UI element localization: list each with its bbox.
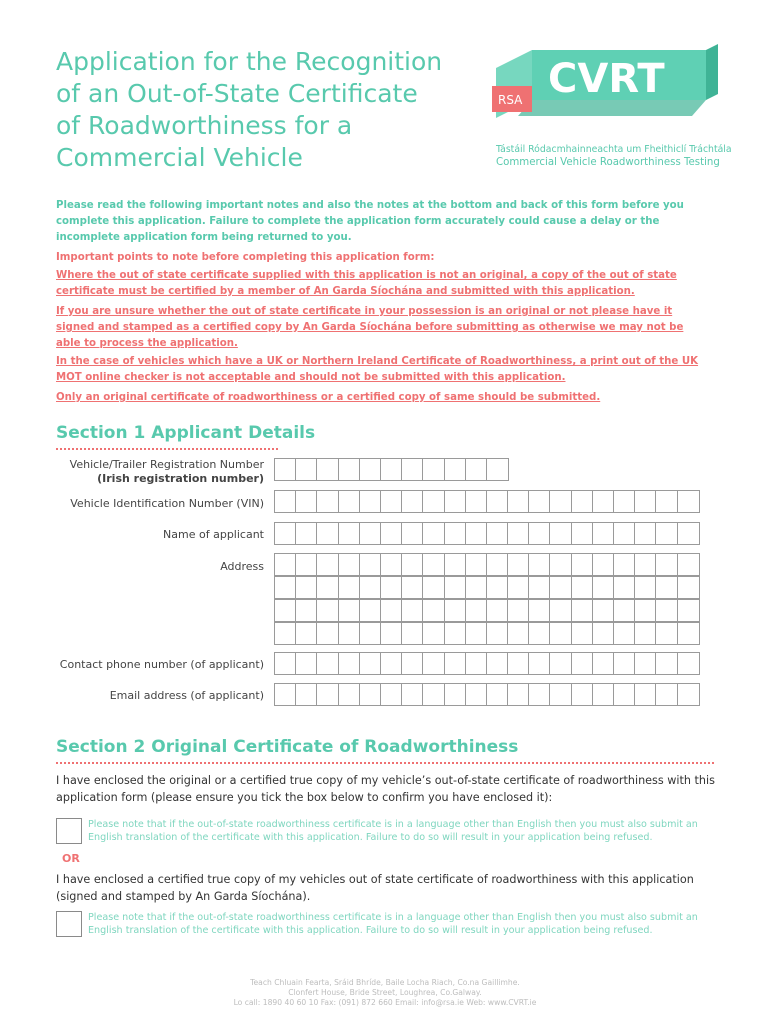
registration-sublabel: (Irish registration number) [97, 472, 264, 485]
document-title [56, 46, 486, 174]
phone-label: Contact phone number (of applicant) [59, 658, 264, 671]
important-point: If you are unsure whether the out of state certificate in your possession is an original or not please have it signed and stamped as a certified copy by An Garda Síochána before submitting as otherwise we may not be able to process the application. [56, 306, 684, 349]
email-label: Email address (of applicant) [109, 689, 264, 702]
important-heading: Important points to note before completing this application form: [56, 252, 435, 263]
title-line: of an Out-of-State Certificate [56, 79, 418, 108]
registration-label-text: Vehicle/Trailer Registration Number [69, 458, 264, 471]
address-input-line-3[interactable] [274, 599, 700, 622]
logo-tagline-english: Commercial Vehicle Roadworthiness Testing [496, 157, 720, 168]
original-certificate-checkbox[interactable] [56, 818, 82, 844]
section2-statement: I have enclosed the original or a certified true copy of my vehicle’s out-of-state certificate of roadworthiness with this application form (please ensure you tick the box below to confirm you have enclosed it): [56, 774, 715, 804]
section2-heading: Section 2 Original Certificate of Roadworthiness [56, 737, 519, 757]
address-input-line-2[interactable] [274, 576, 700, 599]
intro-text: Please read the following important notes and also the notes at the bottom and back of this form before you complete this application. Failure to complete the application form accurately could cause a delay or the incomplete application form being returned to you. [56, 200, 684, 243]
important-point: In the case of vehicles which have a UK or Northern Ireland Certificate of Roadworthiness, a print out of the UK MOT online checker is not acceptable and should not be submitted with this application. [56, 356, 699, 383]
important-point: Where the out of state certificate supplied with this application is not an original, a copy of the out of state certificate must be certified by a member of An Garda Síochána and submitted with this application. [56, 270, 677, 297]
cvrt-logo [492, 40, 722, 140]
title-line: Commercial Vehicle [56, 143, 303, 172]
section-divider [56, 762, 714, 764]
section1-heading: Section 1 Applicant Details [56, 423, 316, 443]
footer-line: Teach Chluain Fearta, Sráid Bhríde, Baile Locha Riach, Co.na Gaillimhe. [250, 978, 520, 987]
vin-input[interactable] [274, 490, 700, 513]
applicant-name-label: Name of applicant [163, 528, 264, 541]
vin-label: Vehicle Identification Number (VIN) [70, 497, 264, 510]
or-label: OR [62, 852, 80, 865]
translation-note: Please note that if the out-of-state roadworthiness certificate is in a language other than English then you must also submit an English translation of the certificate with this application. Failure to do so will result in your application being refused. [88, 819, 698, 843]
address-label: Address [220, 560, 264, 573]
cvrt-logo-text: CVRT [548, 56, 665, 102]
logo-tagline-irish: Tástáil Ródacmhainneachta um Fheithiclí Tráchtála [496, 144, 732, 155]
title-line: of Roadworthiness for a [56, 111, 353, 140]
email-input[interactable] [274, 683, 700, 706]
rsa-logo-text: RSA [498, 93, 523, 107]
title-line: Application for the Recognition [56, 47, 443, 76]
footer-line: Clonfert House, Bride Street, Loughrea, Co.Galway. [288, 988, 482, 997]
section2-statement-2: I have enclosed a certified true copy of my vehicles out of state certificate of roadworthiness with this application (signed and stamped by An Garda Síochána). [56, 873, 694, 903]
footer-address [0, 978, 770, 1008]
translation-note: Please note that if the out-of-state roadworthiness certificate is in a language other than English then you must also submit an English translation of the certificate with this application. Failure to do so will result in your application being refused. [88, 912, 698, 936]
applicant-name-input[interactable] [274, 522, 700, 545]
address-input-line-1[interactable] [274, 553, 700, 576]
registration-input[interactable] [274, 458, 509, 481]
registration-label [54, 458, 264, 485]
section-divider [56, 448, 278, 450]
footer-line: Lo call: 1890 40 60 10 Fax: (091) 872 660 Email: info@rsa.ie Web: www.CVRT.ie [233, 998, 537, 1007]
certified-copy-checkbox[interactable] [56, 911, 82, 937]
important-point: Only an original certificate of roadworthiness or a certified copy of same should be submitted. [56, 392, 601, 403]
address-input-line-4[interactable] [274, 622, 700, 645]
phone-input[interactable] [274, 652, 700, 675]
